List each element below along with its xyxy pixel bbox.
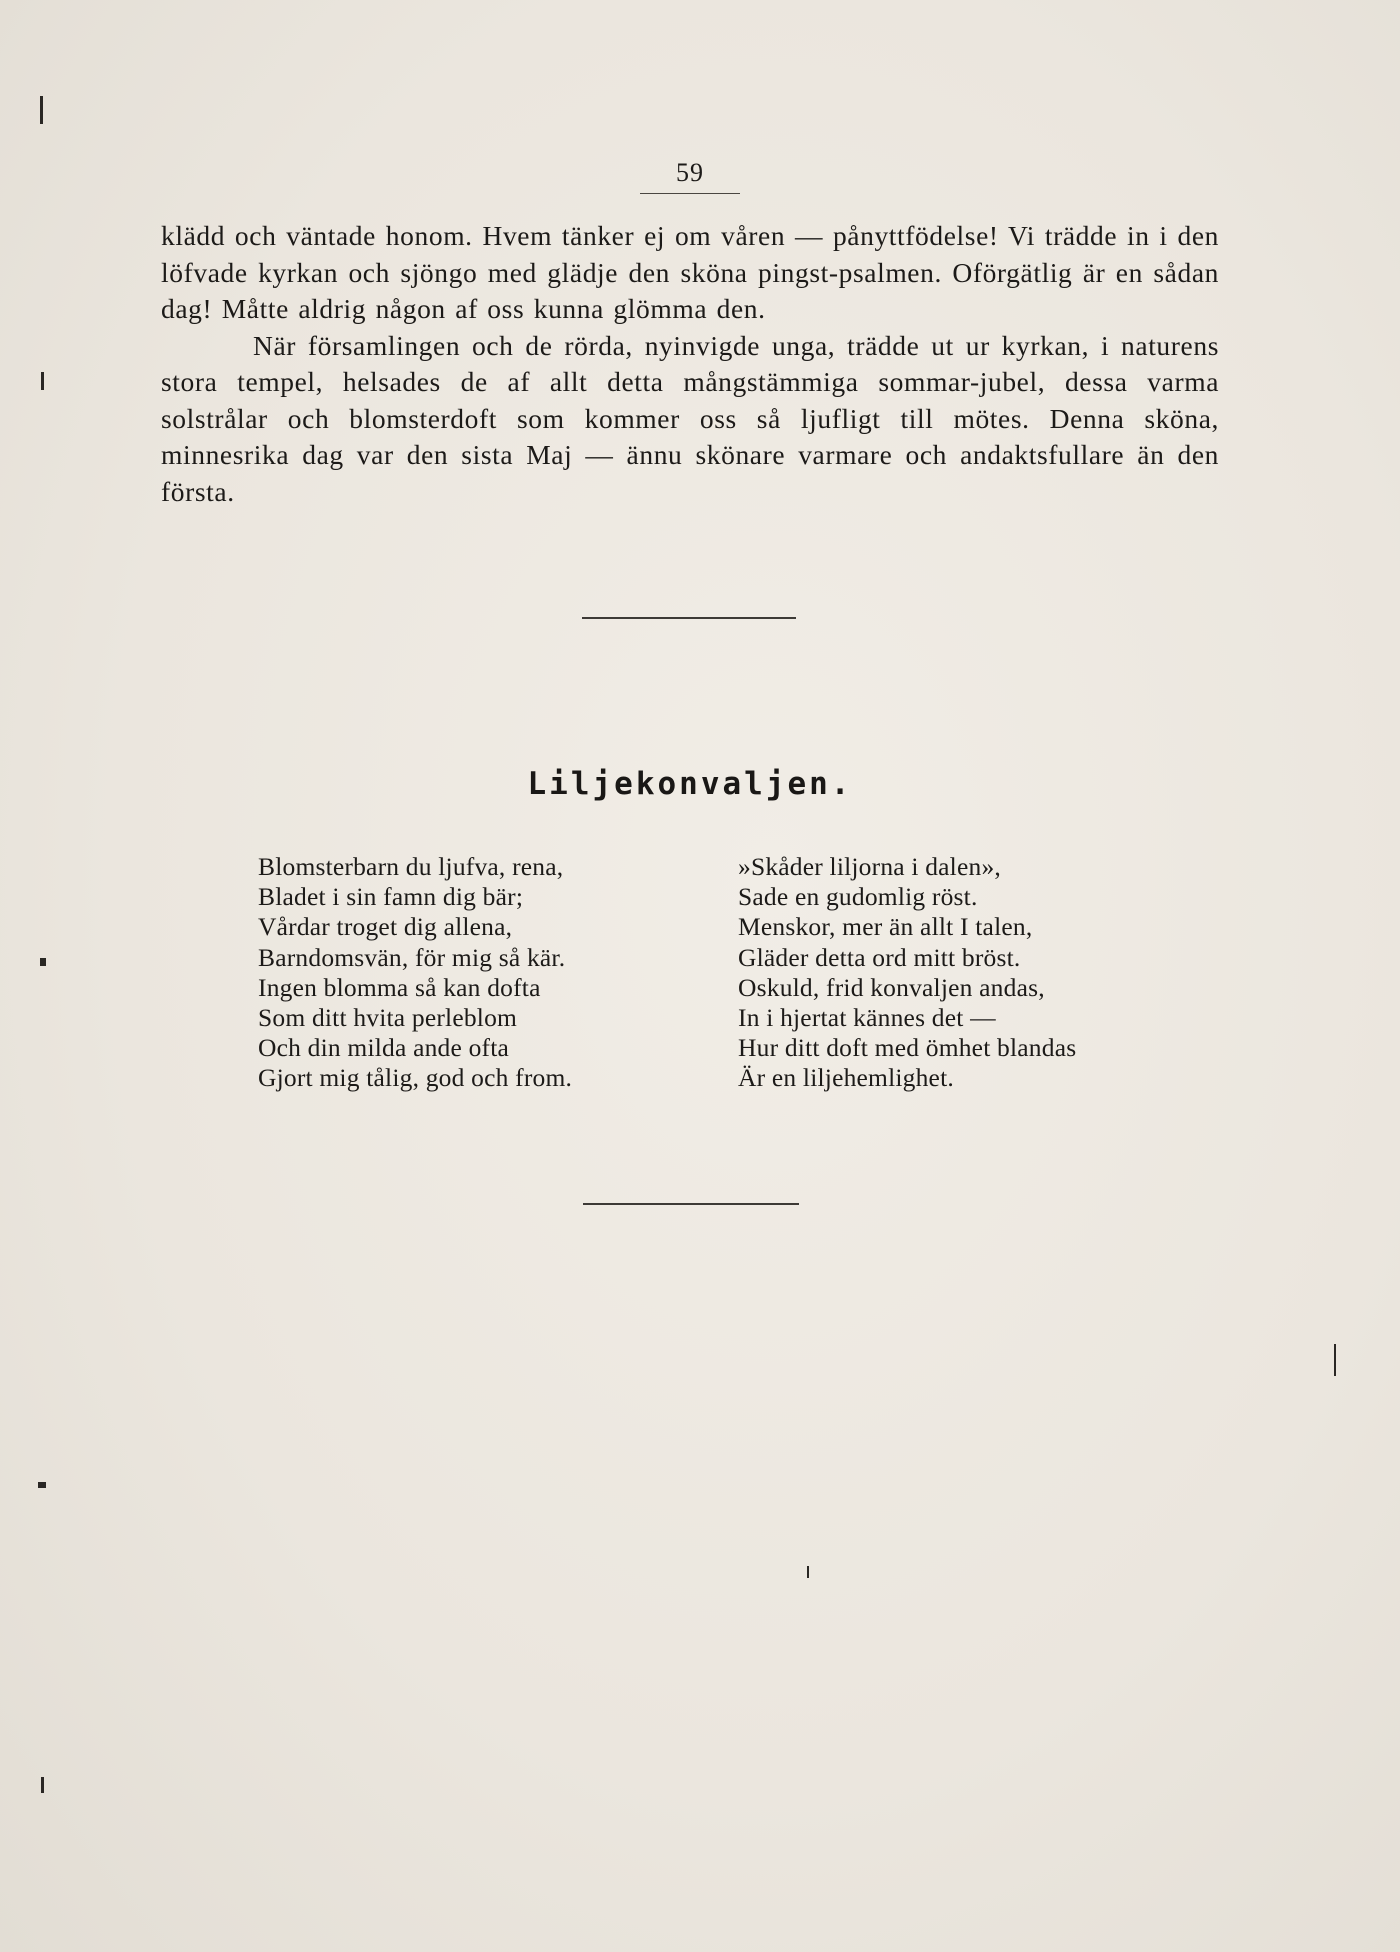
verse-line: Blomsterbarn du ljufva, rena, <box>258 852 564 881</box>
margin-mark <box>40 96 43 124</box>
verse-line: Menskor, mer än allt I talen, <box>738 912 1033 942</box>
verse-line: Hur ditt doft med ömhet blandas <box>738 1033 1077 1063</box>
verse-line: Oskuld, frid konvaljen andas, <box>738 972 1045 1002</box>
margin-mark <box>807 1566 809 1578</box>
verse-line: Är en liljehemlighet. <box>738 1063 954 1093</box>
verse-line: Och din milda ande ofta <box>258 1033 510 1063</box>
page-number: 59 <box>676 158 704 187</box>
margin-mark <box>40 958 46 966</box>
verse-line: Ingen blomma så kan dofta <box>258 972 541 1002</box>
verse-line: »Skåder liljorna i dalen», <box>738 852 1001 881</box>
verse-line: In i hjertat kännes det — <box>738 1003 996 1033</box>
page-number-rule <box>640 193 740 194</box>
section-divider <box>582 617 796 619</box>
verse-line: Vårdar troget dig allena, <box>258 912 513 942</box>
margin-mark <box>1334 1344 1336 1376</box>
verse-line: Sade en gudomlig röst. <box>738 882 978 912</box>
verse-line: Gjort mig tålig, god och from. <box>258 1063 573 1093</box>
margin-mark <box>41 372 44 390</box>
margin-mark <box>41 1777 44 1793</box>
end-divider <box>583 1203 799 1205</box>
prose-body <box>161 218 1219 510</box>
verse-line: Gläder detta ord mitt bröst. <box>738 942 1021 972</box>
margin-mark <box>38 1482 46 1488</box>
poem-title: Liljekonvaljen. <box>527 766 853 802</box>
verse-line: Som ditt hvita perleblom <box>258 1003 518 1033</box>
verse-line: Bladet i sin famn dig bär; <box>258 882 524 912</box>
poem-stanza-left <box>258 852 658 1094</box>
verse-line: Barndomsvän, för mig så kär. <box>258 942 566 972</box>
poem-stanza-right <box>738 852 1178 1094</box>
paragraph-1: klädd och väntade honom. Hvem tänker ej om våren — pånyttfödelse! Vi trädde in i den löfvade kyrkan och sjöngo med glädje den sköna pingst-psalmen. Oförgätlig är en sådan dag! Måtte aldrig någon af oss kunna glömma den. <box>161 220 1219 324</box>
paragraph-2: När församlingen och de rörda, nyinvigde unga, trädde ut ur kyrkan, i naturens stora tempel, helsades de af allt detta mångstämmiga sommar-jubel, dessa varma solstrålar och blomsterdoft som kommer oss så ljufligt till mötes. Denna sköna, minnesrika dag var den sista Maj — ännu skönare varmare och andaktsfullare än den första. <box>161 329 1219 507</box>
